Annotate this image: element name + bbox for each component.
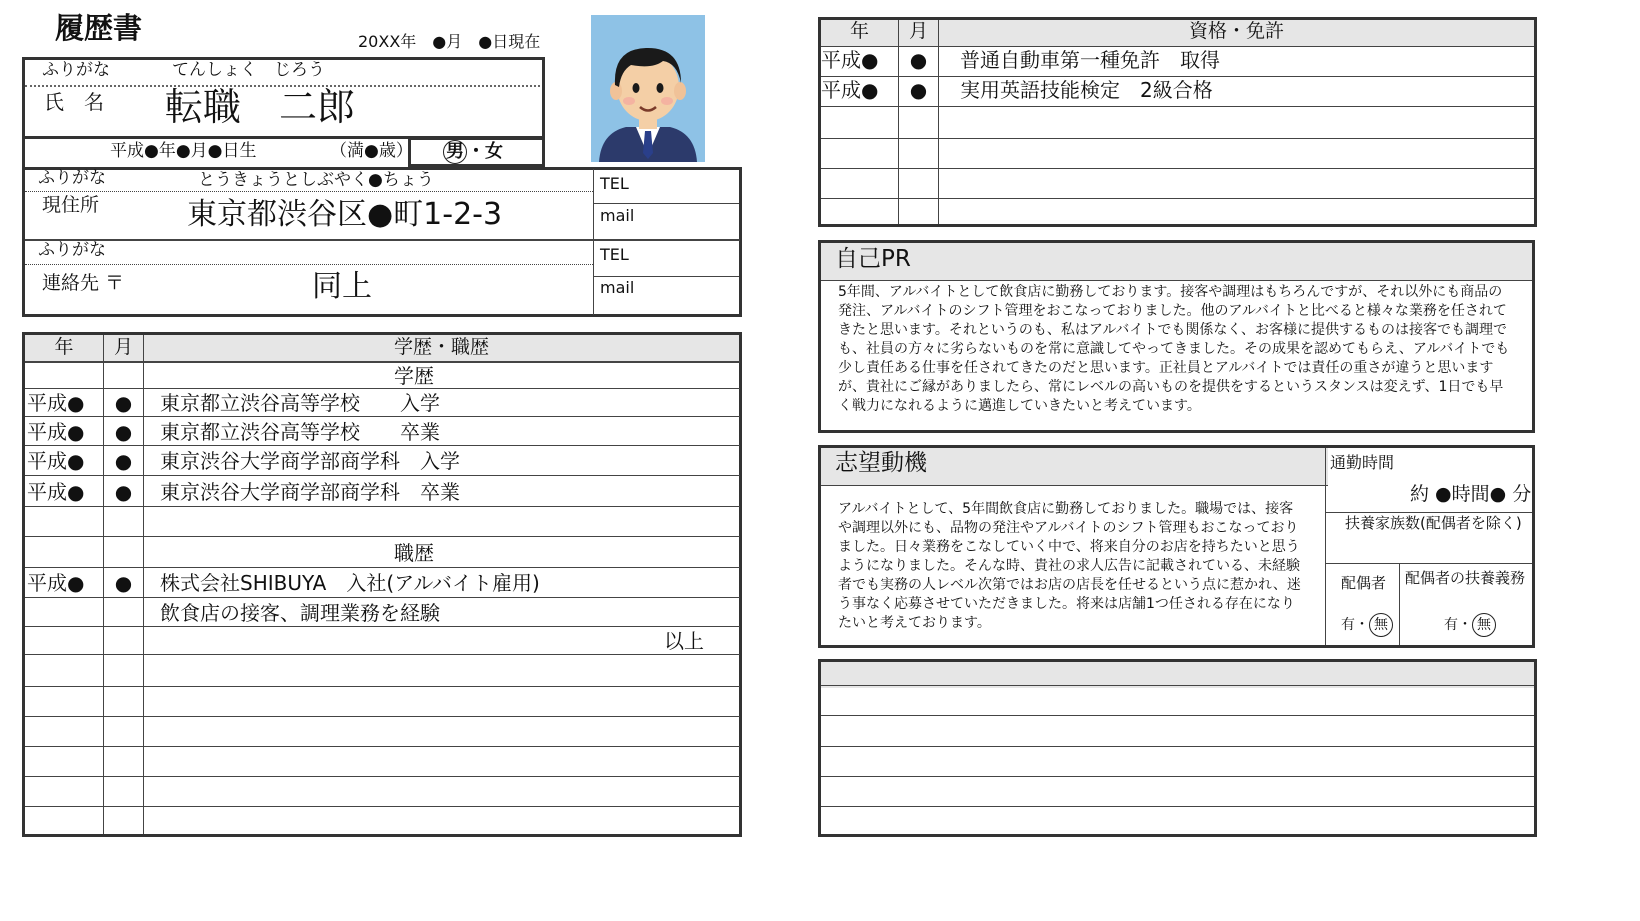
history-row-year: 平成● <box>27 571 85 595</box>
history-row-year: 平成● <box>27 449 85 473</box>
name-furigana-label: ふりがな <box>42 60 110 80</box>
license-row-month: ● <box>909 48 928 72</box>
commute-label: 通勤時間 <box>1330 453 1395 472</box>
dependents-label: 扶養家族数(配偶者を除く) <box>1345 514 1522 532</box>
contact-mail-label: mail <box>600 278 635 297</box>
motivation-title: 志望動機 <box>835 450 927 476</box>
history-row-month: ● <box>114 480 133 504</box>
license-row-content: 普通自動車第一種免許 取得 <box>960 48 1220 72</box>
history-row-content: 株式会社SHIBUYA 入社(アルバイト雇用) <box>160 571 540 595</box>
spouse-support-label: 配偶者の扶養義務 <box>1405 569 1526 587</box>
license-row-content: 実用英語技能検定 2級合格 <box>960 78 1213 102</box>
history-row-content: 東京渋谷大学商学部商学科 卒業 <box>160 480 460 504</box>
blank-row-line <box>821 746 1534 747</box>
age: （満●歳） <box>330 141 413 161</box>
history-header-month: 月 <box>113 336 133 358</box>
history-row-month: ● <box>114 449 133 473</box>
birth-date: 平成●年●月●日生 <box>110 141 257 161</box>
history-row-content: 職歴 <box>394 541 434 565</box>
history-row-month: ● <box>114 571 133 595</box>
license-row-year: 平成● <box>821 78 879 102</box>
spouse-support-no-circled: 無 <box>1472 613 1496 637</box>
gender-female: 女 <box>485 141 503 162</box>
history-row-month: ● <box>114 391 133 415</box>
self-pr-title: 自己PR <box>835 246 911 272</box>
spouse-support-choice: 有・ 無 <box>1444 613 1496 637</box>
commute-value: 約 ●時間● 分 <box>1410 483 1532 505</box>
history-row-content: 飲食店の接客、調理業務を経験 <box>160 601 440 625</box>
name-furigana-value: てんしょく じろう <box>172 60 325 80</box>
document-date: 20XX年 ●月 ●日現在 <box>358 32 541 51</box>
history-row-content: 東京都立渋谷高等学校 卒業 <box>160 420 440 444</box>
name-label: 氏 名 <box>44 90 104 114</box>
contact-tel-label: TEL <box>600 245 629 264</box>
address-value: 東京都渋谷区●町1-2-3 <box>187 197 503 232</box>
self-pr-text: 5年間、アルバイトとして飲食店に勤務しております。接客や調理はもちろんですが、それ以外にも商品の発注、アルバイトのシフト管理をおこなっておりました。他のアルバイトと比べると様々な業務を任されてきたと思います。それというのも、私はアルバイトでも関係なく、お客様に提供するものは接客でも調理でも、社員の方々に劣らないものを常に意識してやってきました。その成果を認めてもらえ、アルバイトでも少し責任ある仕事を任されてきたのだと思います。正社員とアルバイトでは責任の重さが違うと思いますが、貴社にご縁がありましたら、常にレベルの高いものを提供をするというスタンスは変えず、1日でも早く戦力になれるように邁進していきたいと考えています。 <box>838 284 1510 414</box>
contact-label: 連絡先 〒 <box>42 272 125 294</box>
history-row-content: 東京渋谷大学商学部商学科 入学 <box>160 449 460 473</box>
address-furigana-value: とうきょうとしぶやく●ちょう <box>198 170 434 190</box>
blank-row-line <box>821 715 1534 716</box>
license-header-month: 月 <box>908 20 928 42</box>
person-illustration-icon <box>591 15 705 162</box>
history-header-content: 学歴・職歴 <box>393 336 489 358</box>
license-row-year: 平成● <box>821 48 879 72</box>
contact-furigana-label: ふりがな <box>38 240 106 260</box>
address-tel-label: TEL <box>600 174 629 193</box>
history-row-content: 東京都立渋谷高等学校 入学 <box>160 391 440 415</box>
blank-row-line <box>821 685 1534 686</box>
address-mail-label: mail <box>600 206 635 225</box>
gender-selector: 男 ・女 <box>443 140 503 164</box>
history-row-content: 学歴 <box>394 364 434 388</box>
contact-value: 同上 <box>312 269 372 304</box>
page-title: 履歴書 <box>55 11 143 45</box>
history-row-month: ● <box>114 420 133 444</box>
blank-row-line <box>821 806 1534 807</box>
applicant-name: 転職 二郎 <box>165 85 356 129</box>
spouse-choice: 有・ 無 <box>1341 613 1393 637</box>
blank-row-line <box>821 776 1534 777</box>
history-row-year: 平成● <box>27 391 85 415</box>
history-row-year: 平成● <box>27 480 85 504</box>
motivation-text: アルバイトとして、5年間飲食店に勤務しておりました。職場では、接客や調理以外にも、品物の発注やアルバイトのシフト管理もおこなっておりました。日々業務をこなしていく中で、将来自分のお店を持ちたいと思うようになりました。そんな時、貴社の求人広告に記載されている、未経験者でも実務の人レベル次第ではお店の店長を任せるという点に惹かれ、迷う事なく応募させていただきました。将来は店舗1つ任される存在になりたいと考えております。 <box>838 501 1301 631</box>
history-header-year: 年 <box>54 336 74 358</box>
spouse-no-circled: 無 <box>1369 613 1393 637</box>
portrait-photo <box>591 15 705 162</box>
history-row-content: 以上 <box>664 629 704 653</box>
gender-male: 男 <box>443 140 467 164</box>
address-furigana-label: ふりがな <box>38 168 106 188</box>
license-header-year: 年 <box>849 20 869 42</box>
license-header-content: 資格・免許 <box>1188 20 1284 42</box>
license-row-month: ● <box>909 78 928 102</box>
address-label: 現住所 <box>42 194 100 216</box>
history-row-year: 平成● <box>27 420 85 444</box>
spouse-label: 配偶者 <box>1341 574 1387 592</box>
